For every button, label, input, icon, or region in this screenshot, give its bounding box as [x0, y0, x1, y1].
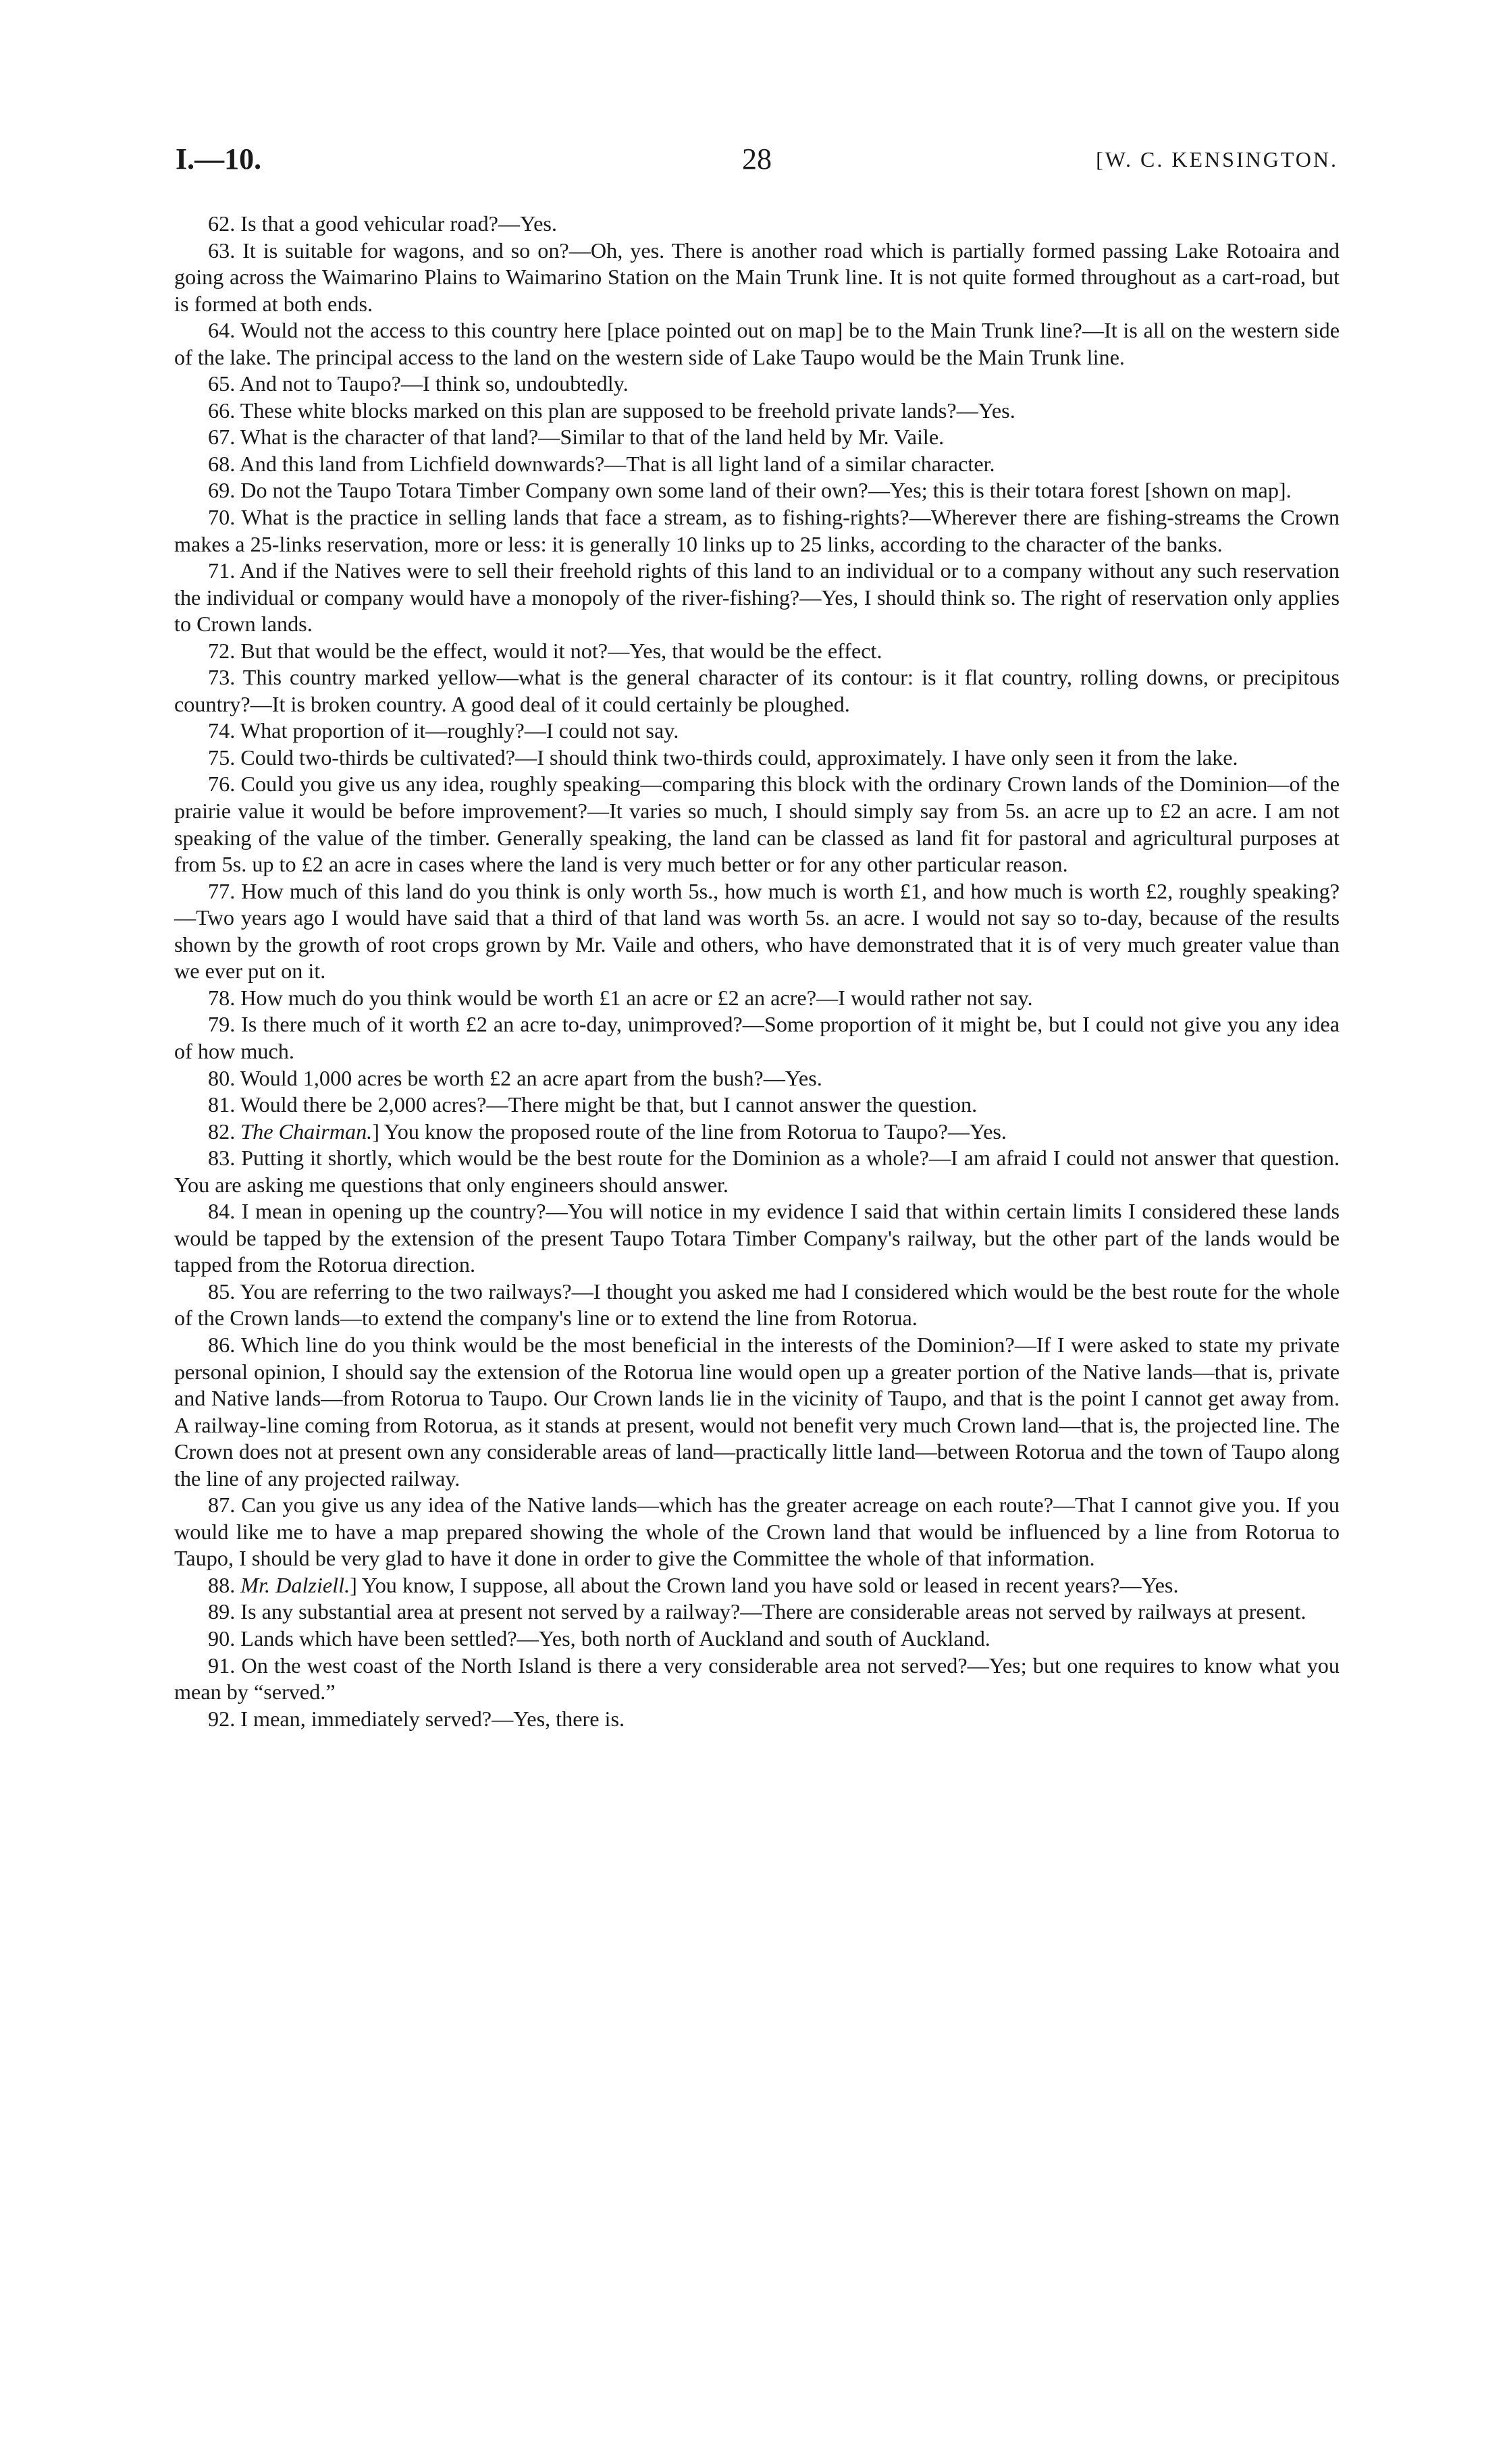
question-paragraph: 62. Is that a good vehicular road?—Yes.: [208, 211, 557, 236]
evidence-text: [174, 211, 1340, 1732]
question-paragraph: 70. What is the practice in selling lands that face a stream, as to fishing-rights?—Wherever there are fishing-streams the Crown makes a 25-links reservation, more or less: it is generally 10 links up to 25 links, according to the character of the banks.: [174, 505, 1340, 556]
question-paragraph: 67. What is the character of that land?—Similar to that of the land held by Mr. Vaile.: [208, 425, 945, 450]
question-paragraph: 83. Putting it shortly, which would be the best route for the Dominion as a whole?—I am afraid I could not answer that question. You are asking me questions that only engineers should answer.: [174, 1146, 1340, 1197]
question-paragraph: 71. And if the Natives were to sell their freehold rights of this land to an individual or to a company without any such reservation the individual or company would have a monopoly of the river-fishing?—Yes, I should think so. The right of reservation only applies to Crown lands.: [174, 558, 1340, 637]
question-number: 82.: [208, 1119, 241, 1144]
question-paragraph: 84. I mean in opening up the country?—You will notice in my evidence I said that within certain limits I considered these lands would be tapped by the extension of the present Taupo Totara Timber Company's railway, but the other part of the lands would be tapped from the Rotorua direction.: [174, 1199, 1340, 1277]
paper-reference: I.—10.: [176, 142, 262, 176]
question-paragraph: 65. And not to Taupo?—I think so, undoubtedly.: [208, 371, 629, 396]
speaker-name: The Chairman.: [240, 1119, 373, 1144]
question-paragraph: 85. You are referring to the two railways?—I thought you asked me had I considered which would be the best route for the whole of the Crown lands—to extend the company's line or to extend the line from Rotorua.: [174, 1279, 1340, 1331]
question-paragraph: 87. Can you give us any idea of the Native lands—which has the greater acreage on each route?—That I cannot give you. If you would like me to have a map prepared showing the whole of the Crown land that would be influenced by a line from Rotorua to Taupo, I should be very glad to have it done in order to give the Committee the whole of that information.: [174, 1493, 1340, 1571]
question-number: 88.: [208, 1572, 241, 1597]
question-text: ] You know the proposed route of the line from Rotorua to Taupo?—Yes.: [372, 1119, 1007, 1144]
question-paragraph: [174, 1572, 1340, 1599]
question-paragraph: 69. Do not the Taupo Totara Timber Company own some land of their own?—Yes; this is their totara forest [shown on map].: [208, 478, 1292, 503]
question-paragraph: 72. But that would be the effect, would it not?—Yes, that would be the effect.: [208, 638, 882, 663]
question-paragraph: 86. Which line do you think would be the most beneficial in the interests of the Dominion?—If I were asked to state my private personal opinion, I should say the extension of the Rotorua line would open up a greater portion of the Native lands—that is, private and Native lands—from Rotorua to Taupo. Our Crown lands lie in the vicinity of Taupo, and that is the point I cannot get away from. A railway-line coming from Rotorua, as it stands at present, would not benefit very much Crown land—that is, the projected line. The Crown does not at present own any considerable areas of land—practically little land—between Rotorua and the town of Taupo along the line of any projected railway.: [174, 1332, 1340, 1491]
question-paragraph: [174, 1119, 1340, 1146]
question-paragraph: 74. What proportion of it—roughly?—I could not say.: [208, 718, 679, 743]
witness-name: [W. C. KENSINGTON.: [1096, 147, 1338, 171]
question-paragraph: 77. How much of this land do you think is only worth 5s., how much is worth £1, and how much is worth £2, roughly speaking?—Two years ago I would have said that a third of that land was worth 5s. an acre. I would not say so to-day, because of the results shown by the growth of root crops grown by Mr. Vaile and others, who have demonstrated that it is of very much greater value than we ever put on it.: [174, 878, 1340, 984]
page-number: 28: [742, 142, 772, 176]
question-paragraph: 76. Could you give us any idea, roughly speaking—comparing this block with the ordinary Crown lands of the Dominion—of the prairie value it would be before improvement?—It varies so much, I should simply say from 5s. an acre up to £2 an acre. I am not speaking of the value of the timber. Generally speaking, the land can be classed as land fit for pastoral and agricultural purposes at from 5s. up to £2 an acre in cases where the land is very much better or for any other particular reason.: [174, 772, 1340, 877]
question-paragraph: 78. How much do you think would be worth £1 an acre or £2 an acre?—I would rather not say.: [208, 985, 1033, 1010]
question-paragraph: 79. Is there much of it worth £2 an acre to-day, unimproved?—Some proportion of it might be, but I could not give you any idea of how much.: [174, 1012, 1340, 1063]
question-paragraph: 75. Could two-thirds be cultivated?—I should think two-thirds could, approximately. I have only seen it from the lake.: [208, 745, 1238, 770]
question-paragraph: 80. Would 1,000 acres be worth £2 an acre apart from the bush?—Yes.: [208, 1065, 822, 1090]
question-paragraph: 89. Is any substantial area at present not served by a railway?—There are considerable areas not served by railways at present.: [208, 1599, 1306, 1624]
question-paragraph: 68. And this land from Lichfield downwards?—That is all light land of a similar character.: [208, 451, 995, 476]
question-paragraph: 90. Lands which have been settled?—Yes, both north of Auckland and south of Auckland.: [208, 1626, 990, 1651]
question-paragraph: 73. This country marked yellow—what is the general character of its contour: is it flat country, rolling downs, or precipitous country?—It is broken country. A good deal of it could certainly be ploughed.: [174, 665, 1340, 716]
question-paragraph: 81. Would there be 2,000 acres?—There might be that, but I cannot answer the question.: [208, 1092, 978, 1117]
question-paragraph: 66. These white blocks marked on this plan are supposed to be freehold private lands?—Yes.: [208, 398, 1015, 423]
speaker-name: Mr. Dalziell.: [240, 1572, 350, 1597]
question-paragraph: 64. Would not the access to this country here [place pointed out on map] be to the Main Trunk line?—It is all on the western side of the lake. The principal access to the land on the western side of Lake Taupo would be the Main Trunk line.: [174, 318, 1340, 369]
question-paragraph: 91. On the west coast of the North Island is there a very considerable area not served?—Yes; but one requires to know what you mean by “served.”: [174, 1653, 1340, 1705]
question-text: ] You know, I suppose, all about the Crown land you have sold or leased in recent years?—Yes.: [350, 1572, 1179, 1597]
question-paragraph: 63. It is suitable for wagons, and so on?—Oh, yes. There is another road which is partially formed passing Lake Rotoaira and going across the Waimarino Plains to Waimarino Station on the Main Trunk line. It is not quite formed throughout as a cart-road, but is formed at both ends.: [174, 238, 1340, 316]
page-header: [176, 142, 1338, 182]
question-paragraph: 92. I mean, immediately served?—Yes, there is.: [208, 1706, 625, 1731]
